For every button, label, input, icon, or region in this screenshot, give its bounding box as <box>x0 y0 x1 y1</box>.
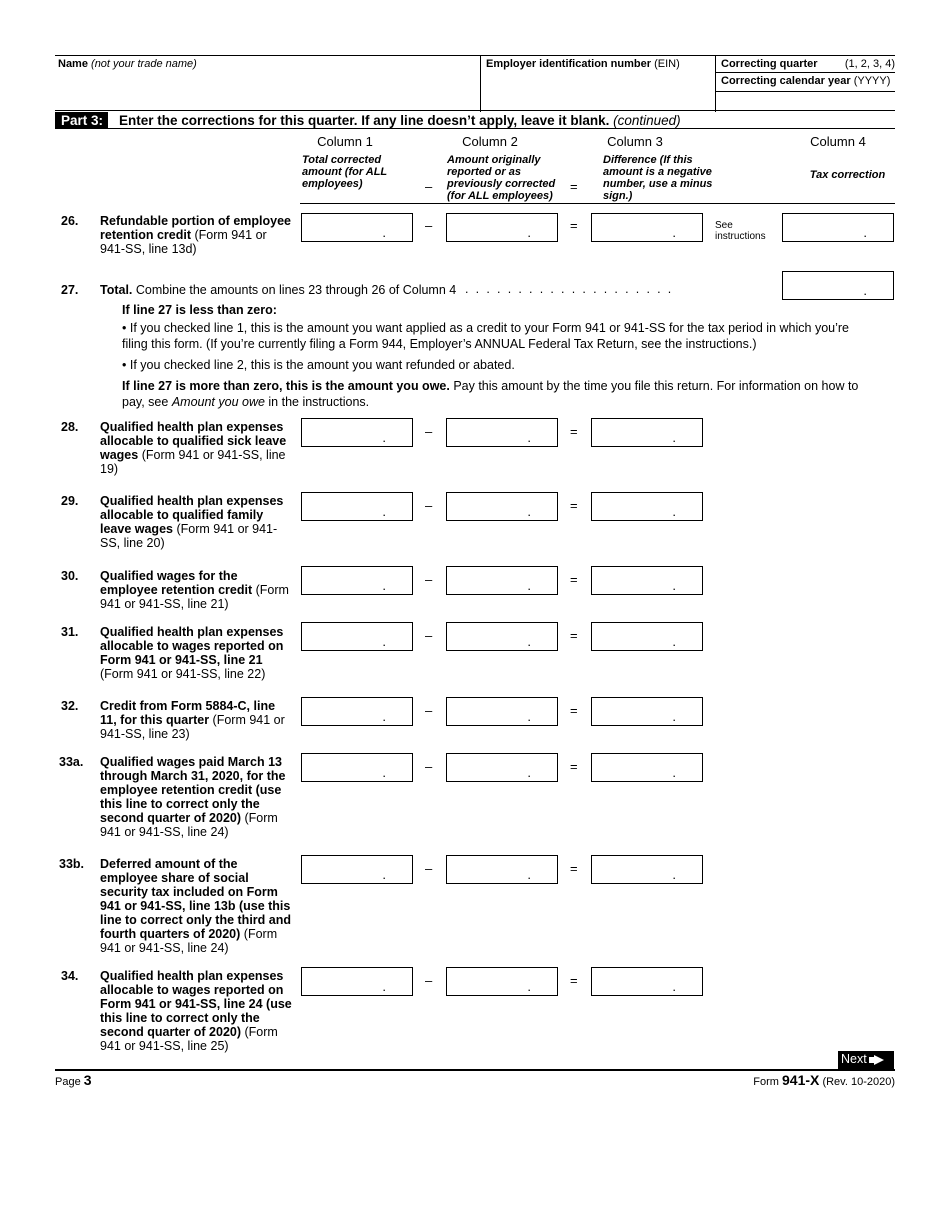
line-33b-col3-input[interactable]: . <box>591 855 703 884</box>
line-33a-description: Qualified wages paid March 13 through March 31, 2020, for the employee retention credit (use this line to correct only the second quarter of 2020) (Form 941 or 941-SS, line 24) <box>100 755 286 839</box>
part3-continued: (continued) <box>613 113 681 128</box>
line-34-number: 34. <box>61 969 79 983</box>
line-30-minus: – <box>425 572 433 587</box>
line-26-col2-input[interactable]: . <box>446 213 558 242</box>
line-32-col1-input[interactable]: . <box>301 697 413 726</box>
line-34-col2-input[interactable]: . <box>446 967 558 996</box>
line-31-equals: = <box>570 628 578 643</box>
line-33b-description: Deferred amount of the employee share of social security tax included on Form 941 or 941-SS, line 13b (use this line to correct only the third and fourth quarters of 2020) (Form 941 or 941-SS, line 24) <box>100 857 291 955</box>
line-29-equals: = <box>570 498 578 513</box>
line-32-col3-input[interactable]: . <box>591 697 703 726</box>
line-33b-col2-input[interactable]: . <box>446 855 558 884</box>
year-label: Correcting calendar year <box>721 75 851 87</box>
line-33a-col3-input[interactable]: . <box>591 753 703 782</box>
line-33a-minus: – <box>425 759 433 774</box>
line-34-col3-input[interactable]: . <box>591 967 703 996</box>
line-30-equals: = <box>570 572 578 587</box>
line-28-col1-input[interactable]: . <box>301 418 413 447</box>
line-29-minus: – <box>425 498 433 513</box>
page-number: Page 3 <box>55 1072 92 1088</box>
ein-field[interactable] <box>483 56 713 110</box>
line-26-equals: = <box>570 218 578 233</box>
part3-header <box>55 112 895 129</box>
line-34-col1-input[interactable]: . <box>301 967 413 996</box>
quarter-label: Correcting quarter <box>721 58 818 70</box>
line-30-description: Qualified wages for the employee retention credit (Form 941 or 941-SS, line 21) <box>100 569 289 611</box>
line-27-total-input[interactable]: . <box>782 271 894 300</box>
line-27-bullet2: • If you checked line 2, this is the amount you want refunded or abated. <box>122 358 515 372</box>
line-28-minus: – <box>425 424 433 439</box>
line-33a-equals: = <box>570 759 578 774</box>
line-28-col3-input[interactable]: . <box>591 418 703 447</box>
name-field[interactable] <box>55 56 479 110</box>
form-identifier: Form 941-X (Rev. 10-2020) <box>753 1072 895 1088</box>
header-equals: = <box>570 179 578 194</box>
ein-label: Employer identification number <box>486 58 652 70</box>
line-34-minus: – <box>425 973 433 988</box>
line-29-description: Qualified health plan expenses allocable to qualified family leave wages (Form 941 or 941-SS, line 20) <box>100 494 284 550</box>
name-note: (not your trade name) <box>91 58 197 70</box>
line-34-description: Qualified health plan expenses allocable to wages reported on Form 941 or 941-SS, line 24 (use this line to correct only the second quarter of 2020) (Form 941 or 941-SS, line 25) <box>100 969 292 1053</box>
column3-label: Column 3 <box>607 134 663 149</box>
line-28-col2-input[interactable]: . <box>446 418 558 447</box>
line-28-number: 28. <box>61 420 79 434</box>
line-31-col3-input[interactable]: . <box>591 622 703 651</box>
line-28-description: Qualified health plan expenses allocable to qualified sick leave wages (Form 941 or 941-SS, line 19) <box>100 420 287 476</box>
correcting-year-field[interactable] <box>718 73 895 93</box>
line-33b-equals: = <box>570 861 578 876</box>
part3-tag: Part 3: <box>55 112 108 129</box>
column2-label: Column 2 <box>462 134 518 149</box>
line-27-less-heading: If line 27 is less than zero: <box>122 303 277 317</box>
line-31-col1-input[interactable]: . <box>301 622 413 651</box>
ein-abbr: (EIN) <box>654 58 680 70</box>
column4-label: Column 4 <box>810 134 866 149</box>
line-29-col3-input[interactable]: . <box>591 492 703 521</box>
header-minus: – <box>425 179 433 194</box>
line-32-minus: – <box>425 703 433 718</box>
line-31-col2-input[interactable]: . <box>446 622 558 651</box>
form-header <box>55 55 895 111</box>
line-28-equals: = <box>570 424 578 439</box>
line-26-description: Refundable portion of employee retention credit (Form 941 or 941-SS, line 13d) <box>100 214 291 256</box>
line-30-col2-input[interactable]: . <box>446 566 558 595</box>
line-33b-minus: – <box>425 861 433 876</box>
line-33b-col1-input[interactable]: . <box>301 855 413 884</box>
line-31-minus: – <box>425 628 433 643</box>
line-31-number: 31. <box>61 625 79 639</box>
line-27-number: 27. <box>61 283 79 297</box>
line-33a-col2-input[interactable]: . <box>446 753 558 782</box>
line-29-number: 29. <box>61 494 79 508</box>
line-31-description: Qualified health plan expenses allocable to wages reported on Form 941 or 941-SS, line 21 (Form 941 or 941-SS, line 22) <box>100 625 284 681</box>
line-26-number: 26. <box>61 214 79 228</box>
line-29-col2-input[interactable]: . <box>446 492 558 521</box>
line-30-number: 30. <box>61 569 79 583</box>
line-27-leader-dots: .................... <box>465 282 679 296</box>
line-27-bullet1: • If you checked line 1, this is the amount you want applied as a credit to your Form 941 or 941-SS for the tax period in which you’re filing this form. (If you’re currently filing a Form 944, Employer’s ANNUAL Federal Tax Return, see the instructions.) <box>122 321 849 351</box>
line-32-number: 32. <box>61 699 79 713</box>
line-26-col1-input[interactable]: . <box>301 213 413 242</box>
column1-label: Column 1 <box>317 134 373 149</box>
line-27-description: Total. Combine the amounts on lines 23 through 26 of Column 4 <box>100 283 457 297</box>
column1-desc: Total corrected amount (for ALL employees) <box>302 154 387 190</box>
line-27-more-text: If line 27 is more than zero, this is the amount you owe. Pay this amount by the time you file this return. For information on how to pay, see Amount you owe in the instructions. <box>122 379 859 409</box>
name-label: Name <box>58 58 88 70</box>
line-30-col3-input[interactable]: . <box>591 566 703 595</box>
column3-desc: Difference (If this amount is a negative number, use a minus sign.) <box>603 154 713 202</box>
line-26-see-instructions: See instructions <box>715 220 766 242</box>
line-32-description: Credit from Form 5884-C, line 11, for this quarter (Form 941 or 941-SS, line 23) <box>100 699 285 741</box>
year-format: (YYYY) <box>853 75 891 87</box>
line-26-col4-input[interactable]: . <box>782 213 894 242</box>
line-32-col2-input[interactable]: . <box>446 697 558 726</box>
line-33b-number: 33b. <box>59 857 85 871</box>
line-29-col1-input[interactable]: . <box>301 492 413 521</box>
quarter-options: (1, 2, 3, 4) <box>844 58 895 70</box>
line-26-col3-input[interactable]: . <box>591 213 703 242</box>
line-34-equals: = <box>570 973 578 988</box>
column2-desc: Amount originally reported or as previously corrected (for ALL employees) <box>447 154 556 202</box>
line-33a-col1-input[interactable]: . <box>301 753 413 782</box>
line-30-col1-input[interactable]: . <box>301 566 413 595</box>
part3-title: Enter the corrections for this quarter. If any line doesn’t apply, leave it blank. <box>119 113 610 128</box>
line-33a-number: 33a. <box>59 755 84 769</box>
next-label: Next <box>841 1052 867 1066</box>
column4-desc: Tax correction <box>809 169 886 181</box>
line-32-equals: = <box>570 703 578 718</box>
line-26-minus: – <box>425 218 433 233</box>
next-button[interactable] <box>838 1051 894 1069</box>
